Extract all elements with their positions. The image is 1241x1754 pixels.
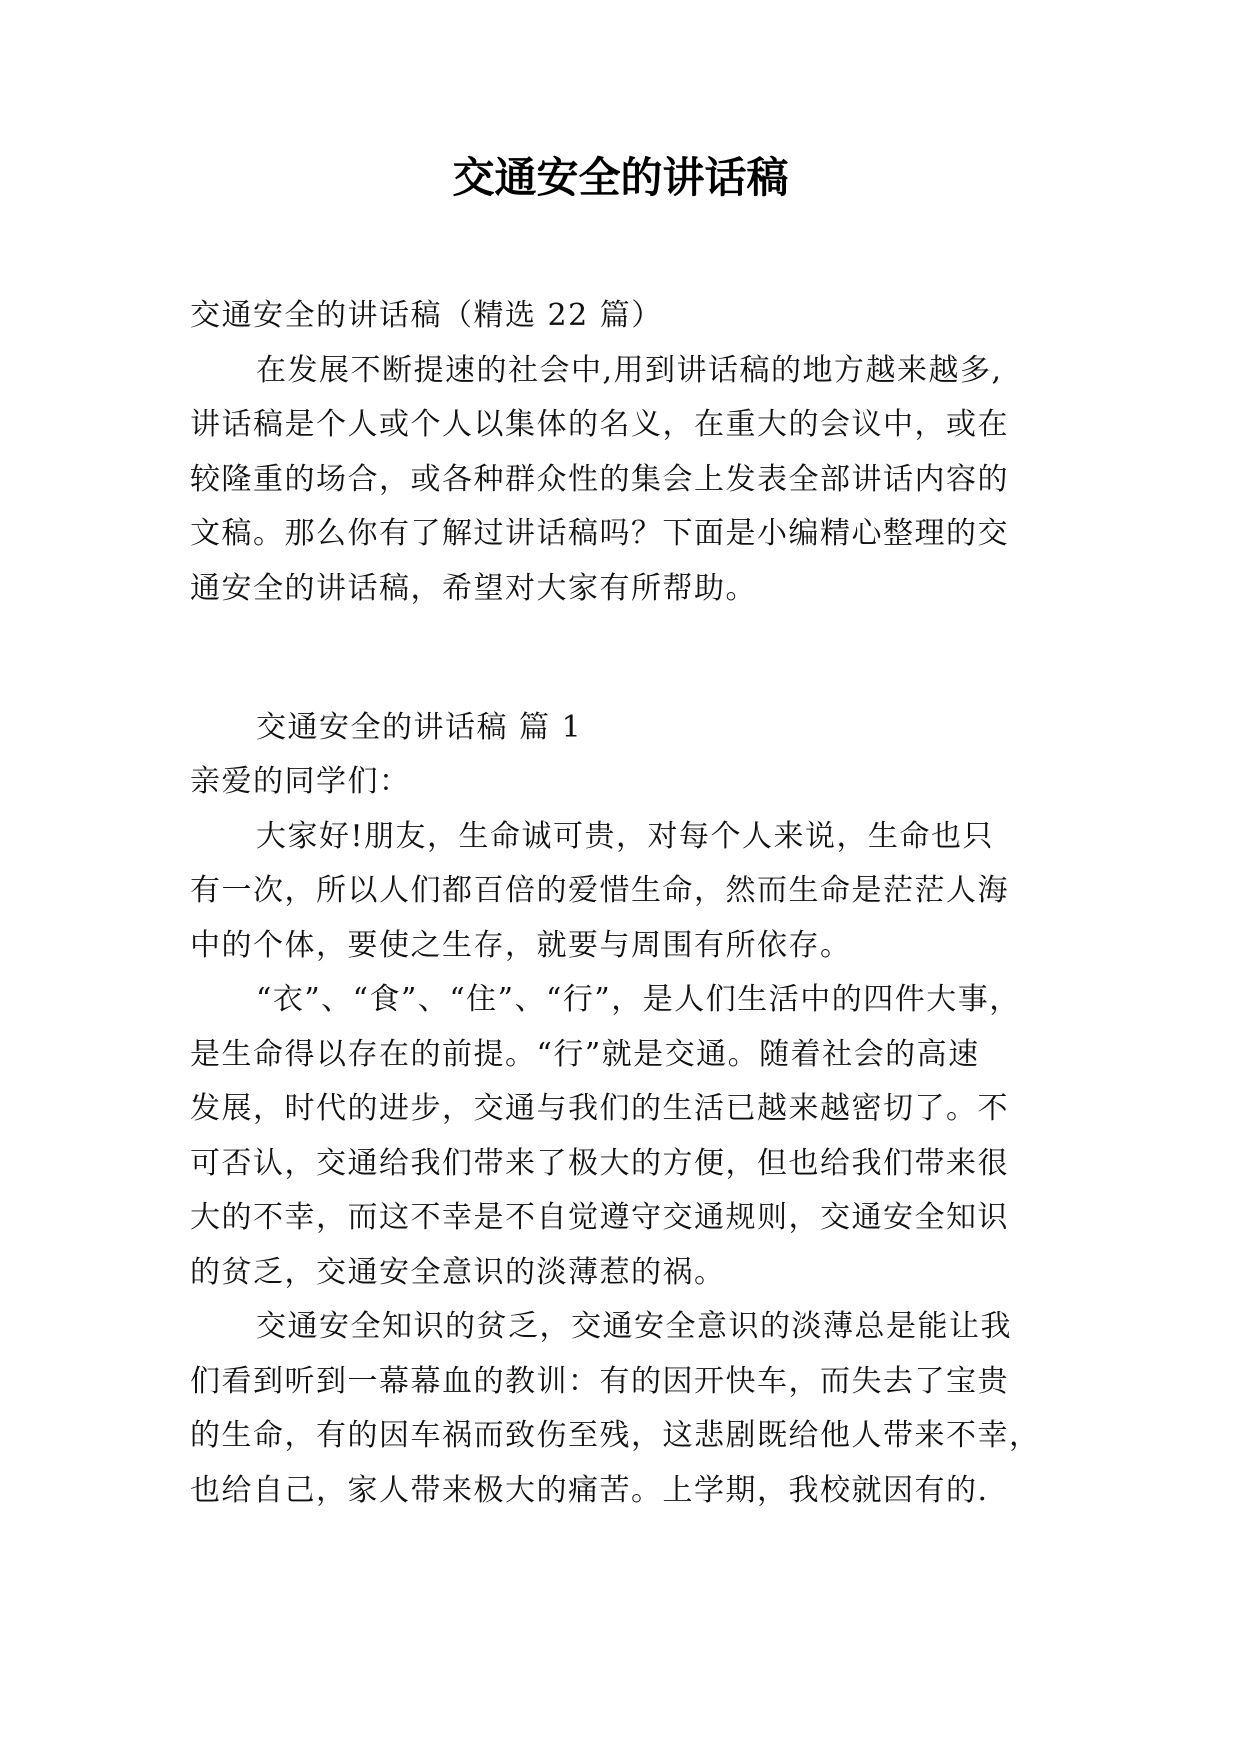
document-title: 交通安全的讲话稿 xyxy=(452,153,789,202)
section-heading: 交通安全的讲话稿 篇 1 xyxy=(256,710,583,745)
body-line: 也给自己，家人带来极大的痛苦。上学期，我校就因有的. xyxy=(190,1473,989,1508)
body-line: 通安全的讲话稿，希望对大家有所帮助。 xyxy=(190,571,757,606)
body-line: 中的个体，要使之生存，就要与周围有所依存。 xyxy=(190,928,852,963)
body-line: “衣”、“食”、“住”、“行”，是人们生活中的四件大事， xyxy=(256,982,1021,1017)
body-line: 较隆重的场合，或各种群众性的集会上发表全部讲话内容的 xyxy=(190,462,1009,497)
body-line: 在发展不断提速的社会中,用到讲话稿的地方越来越多, xyxy=(256,353,1003,388)
body-line: 们看到听到一幕幕血的教训：有的因开快车，而失去了宝贵 xyxy=(190,1364,1009,1399)
body-line: 讲话稿是个人或个人以集体的名义，在重大的会议中，或在 xyxy=(190,407,1009,442)
body-line: 大家好!朋友，生命诚可贵，对每个人来说，生命也只 xyxy=(256,819,995,854)
body-line: 的生命，有的因车祸而致伤至残，这悲剧既给他人带来不幸， xyxy=(190,1418,1041,1453)
body-line: 交通安全知识的贫乏，交通安全意识的淡薄总是能让我 xyxy=(256,1309,1012,1344)
subtitle-line: 交通安全的讲话稿（精选 22 篇） xyxy=(190,298,663,333)
salutation-line: 亲爱的同学们： xyxy=(190,764,411,799)
body-line: 是生命得以存在的前提。“行”就是交通。随着社会的高速 xyxy=(190,1037,980,1072)
body-line: 文稿。那么你有了解过讲话稿吗？下面是小编精心整理的交 xyxy=(190,516,1009,551)
body-line: 可否认，交通给我们带来了极大的方便，但也给我们带来很 xyxy=(190,1146,1009,1181)
body-line: 大的不幸，而这不幸是不自觉遵守交通规则，交通安全知识 xyxy=(190,1200,1009,1235)
body-line: 的贫乏，交通安全意识的淡薄惹的祸。 xyxy=(190,1255,726,1290)
body-line: 有一次，所以人们都百倍的爱惜生命，然而生命是茫茫人海 xyxy=(190,873,1009,908)
body-line: 发展，时代的进步，交通与我们的生活已越来越密切了。不 xyxy=(190,1091,1009,1126)
